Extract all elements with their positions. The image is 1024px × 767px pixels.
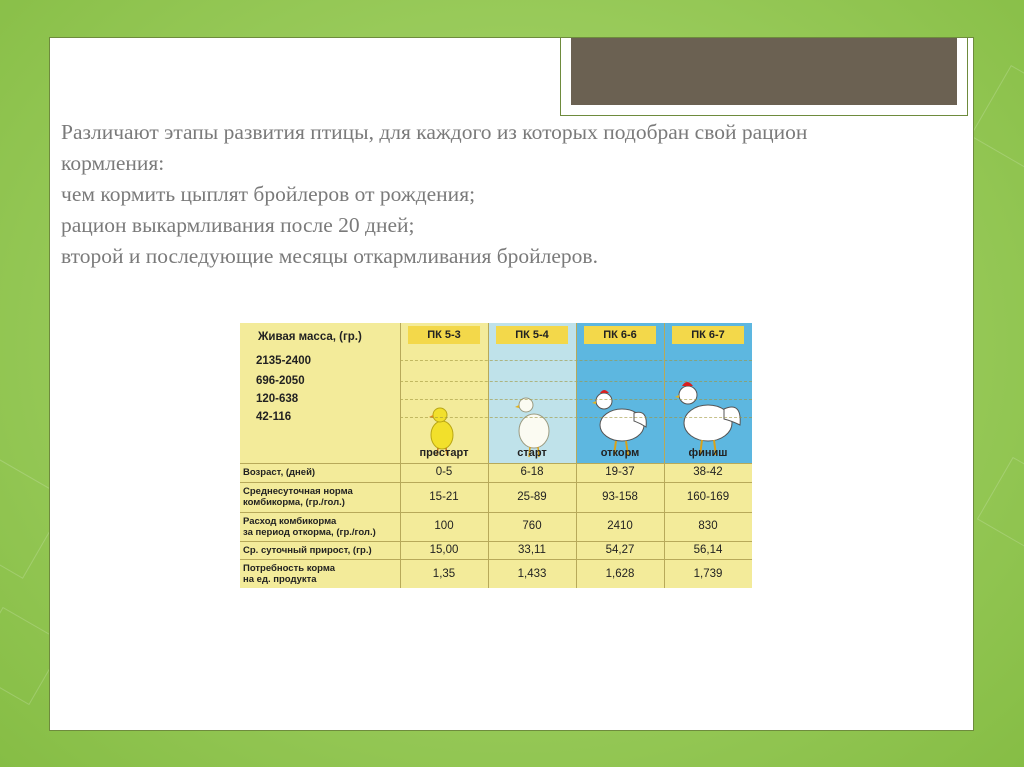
feed-column-pk66 <box>576 323 664 463</box>
background-hexagon <box>970 65 1024 177</box>
body-line: рацион выкармливания после 20 дней; <box>61 213 415 237</box>
row-label: комбикорма, (гр./гол.) <box>243 497 345 508</box>
chick-icon <box>400 343 488 463</box>
broiler-chicken-icon <box>576 343 664 463</box>
live-mass-header <box>240 323 400 463</box>
table-cell: 830 <box>698 520 718 532</box>
live-mass-title: Живая масса, (гр.) <box>258 331 362 343</box>
row-label: за период откорма, (гр./гол.) <box>243 527 376 538</box>
row-label: Ср. суточный прирост, (гр.) <box>243 545 372 556</box>
row-label: Потребность корма <box>243 563 336 574</box>
row-label: Расход комбикорма <box>243 516 337 527</box>
table-row <box>240 482 752 513</box>
young-chicken-icon <box>488 343 576 463</box>
feed-code: ПК 6-7 <box>672 326 744 344</box>
adult-chicken-icon <box>664 343 752 463</box>
table-cell: 1,35 <box>432 568 456 580</box>
title-box <box>560 38 968 116</box>
feed-column-pk67 <box>664 323 752 463</box>
table-cell: 15-21 <box>429 491 459 503</box>
body-line: кормления: <box>61 151 165 175</box>
table-cell: 15,00 <box>429 544 459 556</box>
broiler-feed-table <box>240 323 752 588</box>
body-line: чем кормить цыплят бройлеров от рождения; <box>61 182 476 206</box>
stage-label: откорм <box>600 447 640 459</box>
table-row <box>240 512 752 542</box>
live-mass-value: 120-638 <box>256 393 299 405</box>
table-cell: 2410 <box>607 520 633 532</box>
stage-label: старт <box>517 447 547 459</box>
stage-label: финиш <box>688 447 728 459</box>
table-cell: 160-169 <box>686 491 730 503</box>
table-cell: 33,11 <box>518 544 546 556</box>
body-line: второй и последующие месяцы откармливания бройлеров. <box>61 244 598 268</box>
body-line: Различают этапы развития птицы, для каждого из которых подобран свой рацион <box>61 120 808 144</box>
body-text <box>61 117 961 272</box>
table-cell: 1,628 <box>605 568 635 580</box>
title-box-fill <box>571 38 957 105</box>
table-cell: 1,433 <box>517 568 547 580</box>
table-cell: 1,739 <box>693 568 723 580</box>
row-label: Среднесуточная норма <box>243 486 353 497</box>
feed-code: ПК 6-6 <box>584 326 656 344</box>
column-divider <box>488 323 489 588</box>
table-cell: 760 <box>522 520 542 532</box>
table-cell: 54,27 <box>605 544 635 556</box>
table-cell: 56,14 <box>693 544 723 556</box>
table-cell: 0-5 <box>435 466 453 478</box>
stage-label: престарт <box>419 447 469 459</box>
feed-code: ПК 5-3 <box>408 326 480 344</box>
table-cell: 93-158 <box>602 491 638 503</box>
live-mass-value: 696-2050 <box>256 375 305 387</box>
table-cell: 25-89 <box>517 491 547 503</box>
background-hexagon <box>977 457 1024 555</box>
table-row <box>240 541 752 560</box>
row-label: Возраст, (дней) <box>243 467 316 478</box>
column-divider <box>664 323 665 588</box>
live-mass-value: 42-116 <box>256 411 292 423</box>
table-cell: 38-42 <box>693 466 723 478</box>
table-cell: 6-18 <box>520 466 544 478</box>
live-mass-value: 2135-2400 <box>256 355 311 367</box>
table-row <box>240 463 752 483</box>
table-cell: 19-37 <box>605 466 635 478</box>
feed-code: ПК 5-4 <box>496 326 568 344</box>
feed-column-pk53 <box>400 323 488 463</box>
table-cell: 100 <box>434 520 454 532</box>
table-row <box>240 559 752 588</box>
feed-column-pk54 <box>488 323 576 463</box>
column-divider <box>400 323 401 588</box>
row-label: на ед. продукта <box>243 574 317 585</box>
column-divider <box>576 323 577 588</box>
